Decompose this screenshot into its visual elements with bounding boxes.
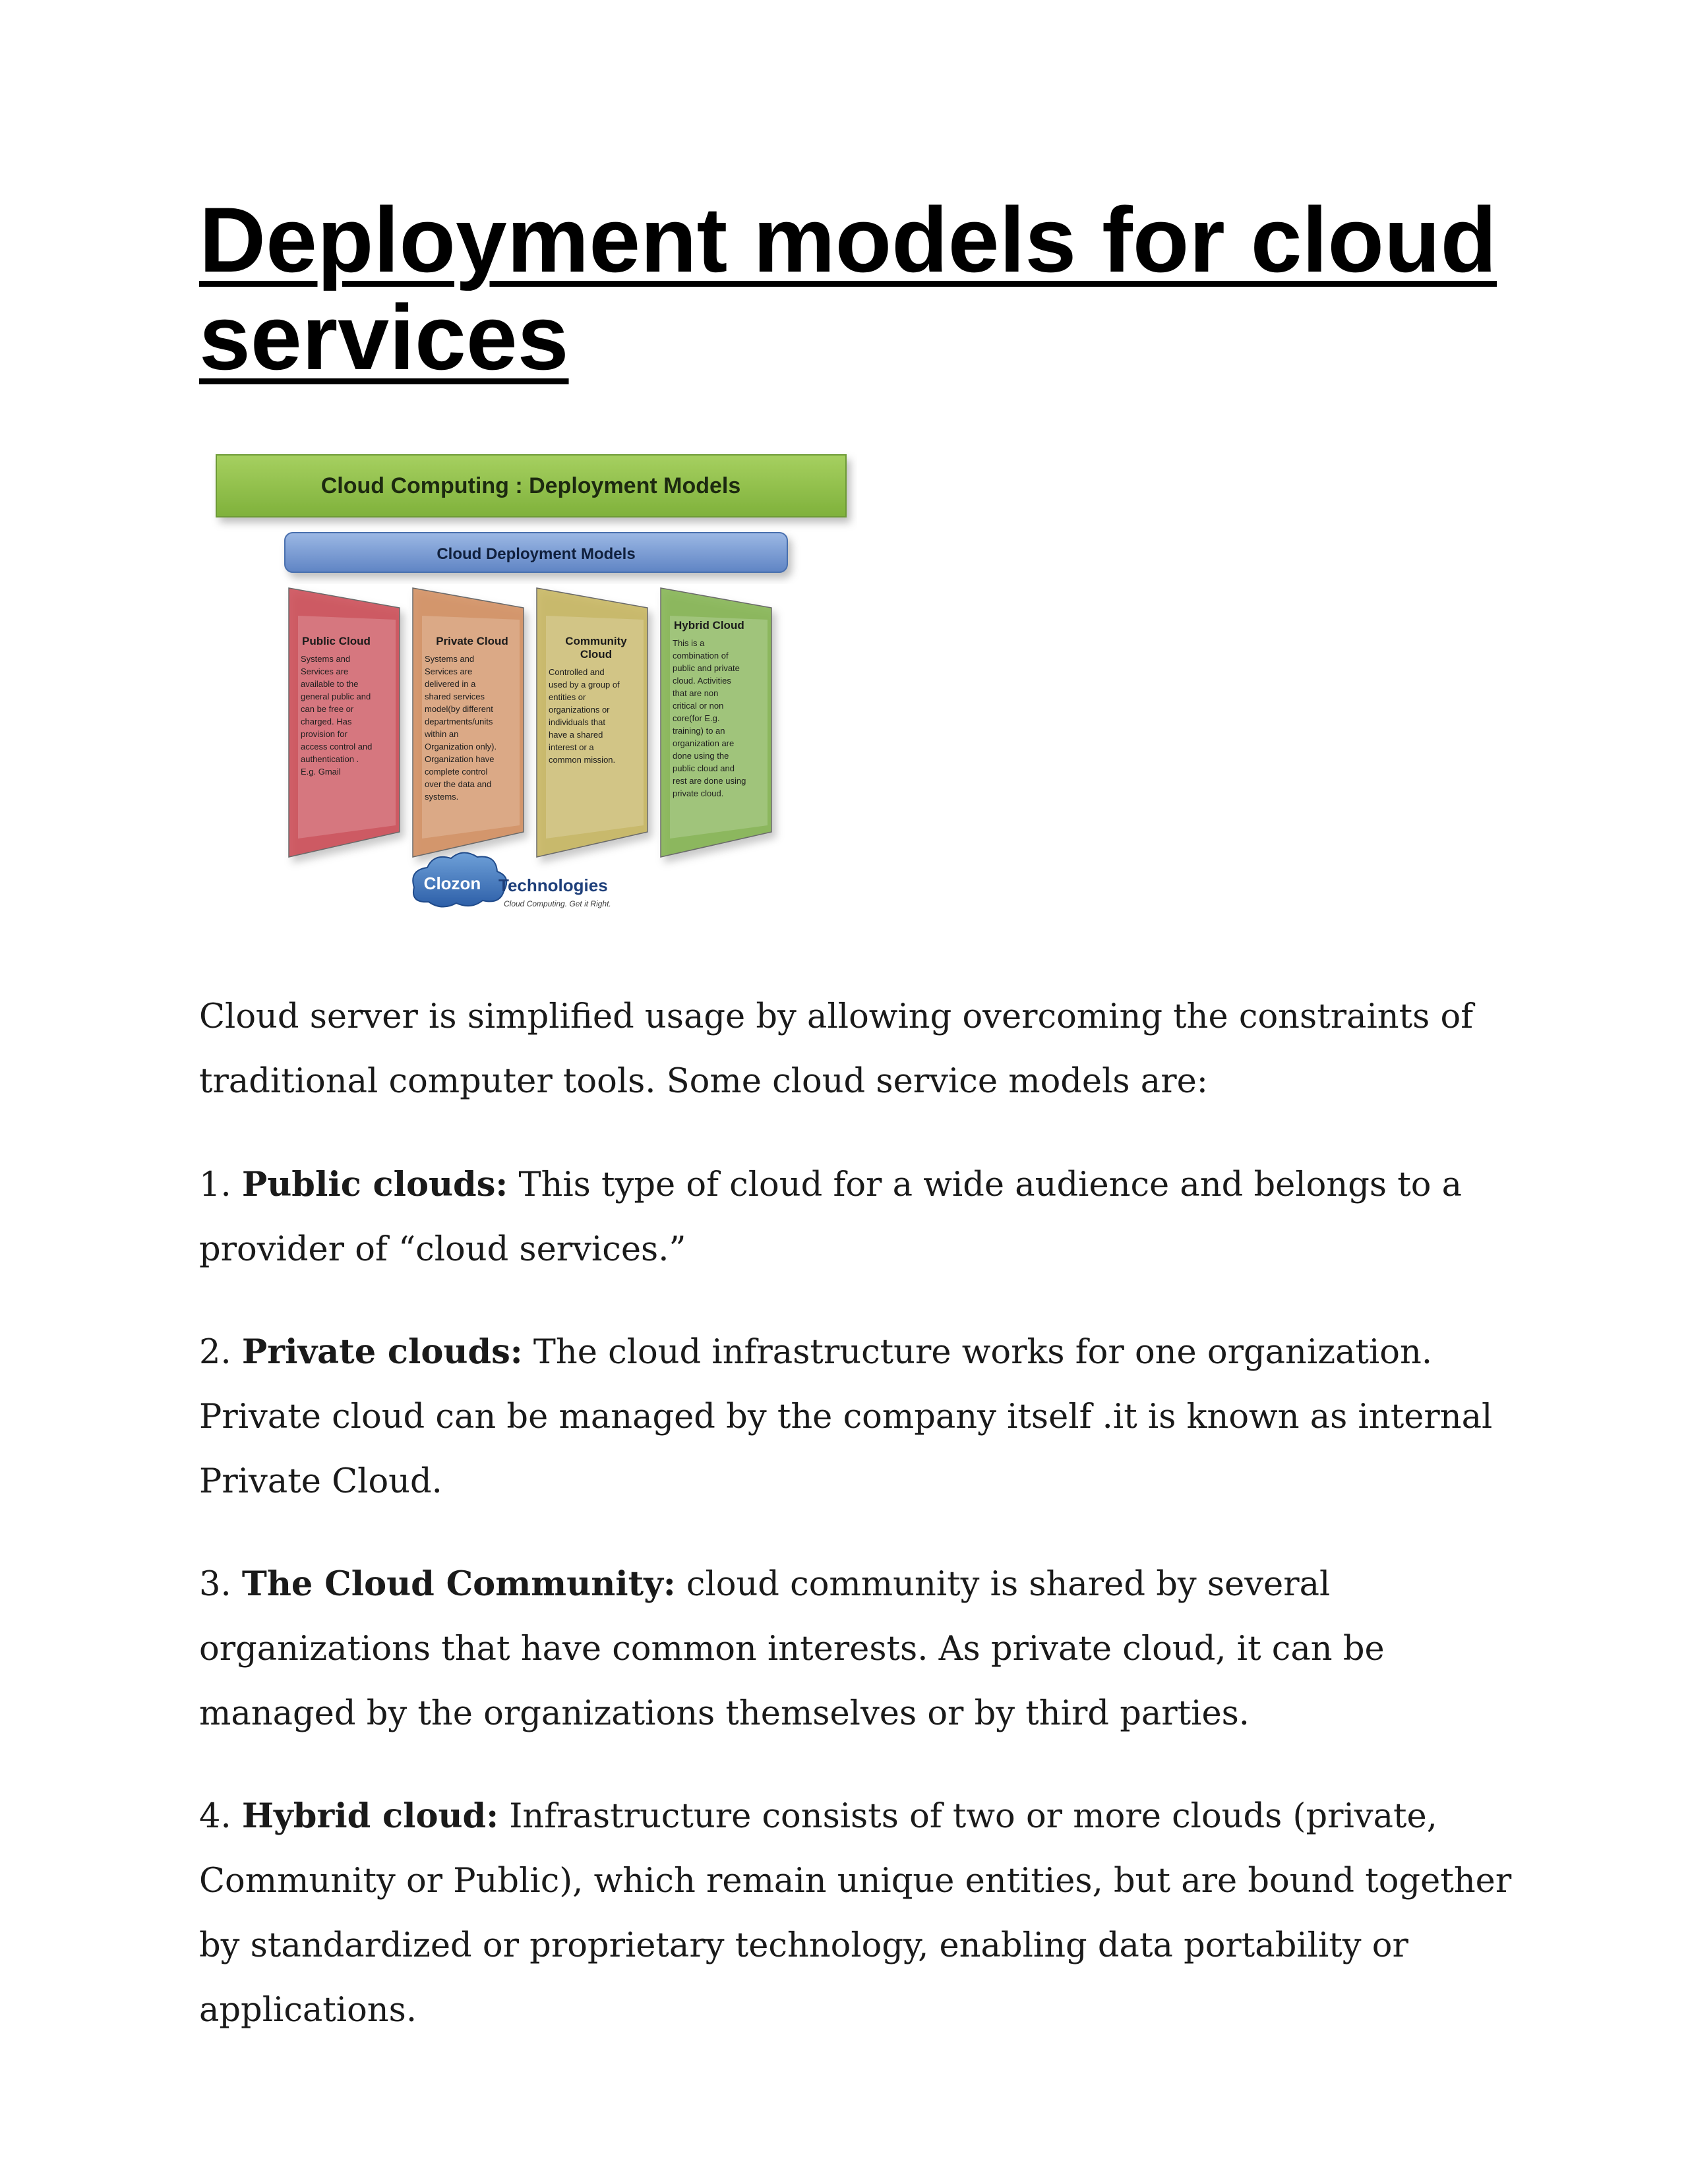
term-hybrid-cloud: Hybrid cloud: xyxy=(241,1796,499,1836)
panel-description: Systems and Services are available to the general public and can be free or charged. Has provision for access control and authentication . E.g. Gmail xyxy=(301,654,373,777)
deployment-panels xyxy=(289,588,771,857)
panel-title: Private Cloud xyxy=(436,635,508,647)
svg-text:Clozon: Clozon xyxy=(423,873,481,893)
list-number: 3. xyxy=(199,1565,242,1604)
deployment-models-diagram xyxy=(211,443,857,944)
term-cloud-community: The Cloud Community: xyxy=(241,1564,676,1604)
panel-description: Controlled and used by a group of entities or organizations or individuals that have a shared interest or a common mission. xyxy=(549,667,620,765)
panel-public-cloud xyxy=(289,588,400,857)
definition-text: Infrastructure consists of two or more clouds (private, Community or Public), which remain unique entities, but are bound together by standardized or proprietary technology, enabling data portability or applications. xyxy=(199,1797,1512,2030)
list-number: 4. xyxy=(199,1797,242,1836)
top-banner xyxy=(216,455,846,517)
definition-text: This type of cloud for a wide audience and belongs to a provider of “cloud services.” xyxy=(199,1166,1462,1269)
panel-community-cloud xyxy=(537,588,648,857)
panel-title: Community Cloud xyxy=(565,635,627,661)
svg-text:Cloud Computing : Deployment M: Cloud Computing : Deployment Models xyxy=(320,473,741,498)
list-item-public-clouds xyxy=(199,1152,1518,1282)
list-item-cloud-community xyxy=(199,1552,1518,1746)
term-private-clouds: Private clouds: xyxy=(241,1332,523,1372)
term-public-clouds: Public clouds: xyxy=(241,1165,508,1204)
panel-hybrid-cloud xyxy=(661,588,771,857)
list-number: 2. xyxy=(199,1333,242,1372)
svg-text:Technologies: Technologies xyxy=(498,875,608,895)
svg-text:Cloud Deployment Models: Cloud Deployment Models xyxy=(437,545,636,563)
panel-description: This is a combination of public and private cloud. Activities that are non critical or non core(for E.g. training) to an organization are done using the public cloud and rest are done using private cloud. xyxy=(673,638,746,798)
list-item-private-clouds xyxy=(199,1320,1518,1514)
panel-private-cloud xyxy=(413,588,524,857)
definition-text: cloud community is shared by several organizations that have common interests. As private cloud, it can be managed by the organizations themselves or by third parties. xyxy=(199,1565,1385,1733)
list-number: 1. xyxy=(199,1166,242,1204)
panel-title: Public Cloud xyxy=(302,635,371,647)
sub-banner xyxy=(285,533,787,572)
svg-text:Cloud Computing. Get it Right.: Cloud Computing. Get it Right. xyxy=(504,899,611,908)
page-title: Deployment models for cloud services xyxy=(199,188,1497,389)
list-item-hybrid-cloud xyxy=(199,1784,1518,2043)
intro-paragraph: Cloud server is simplified usage by allowing overcoming the constraints of traditional computer tools. Some cloud service models are: xyxy=(199,997,1474,1101)
panel-description: Systems and Services are delivered in a shared services model(by different departments/units within an Organization only). Organization have complete control over the data and systems. xyxy=(425,654,497,802)
deployment-models-figure xyxy=(211,443,857,944)
definition-text: The cloud infrastructure works for one organization. Private cloud can be managed by the company itself .it is known as internal Private Cloud. xyxy=(199,1333,1493,1501)
panel-title: Hybrid Cloud xyxy=(674,619,744,632)
clozon-logo xyxy=(413,852,611,908)
